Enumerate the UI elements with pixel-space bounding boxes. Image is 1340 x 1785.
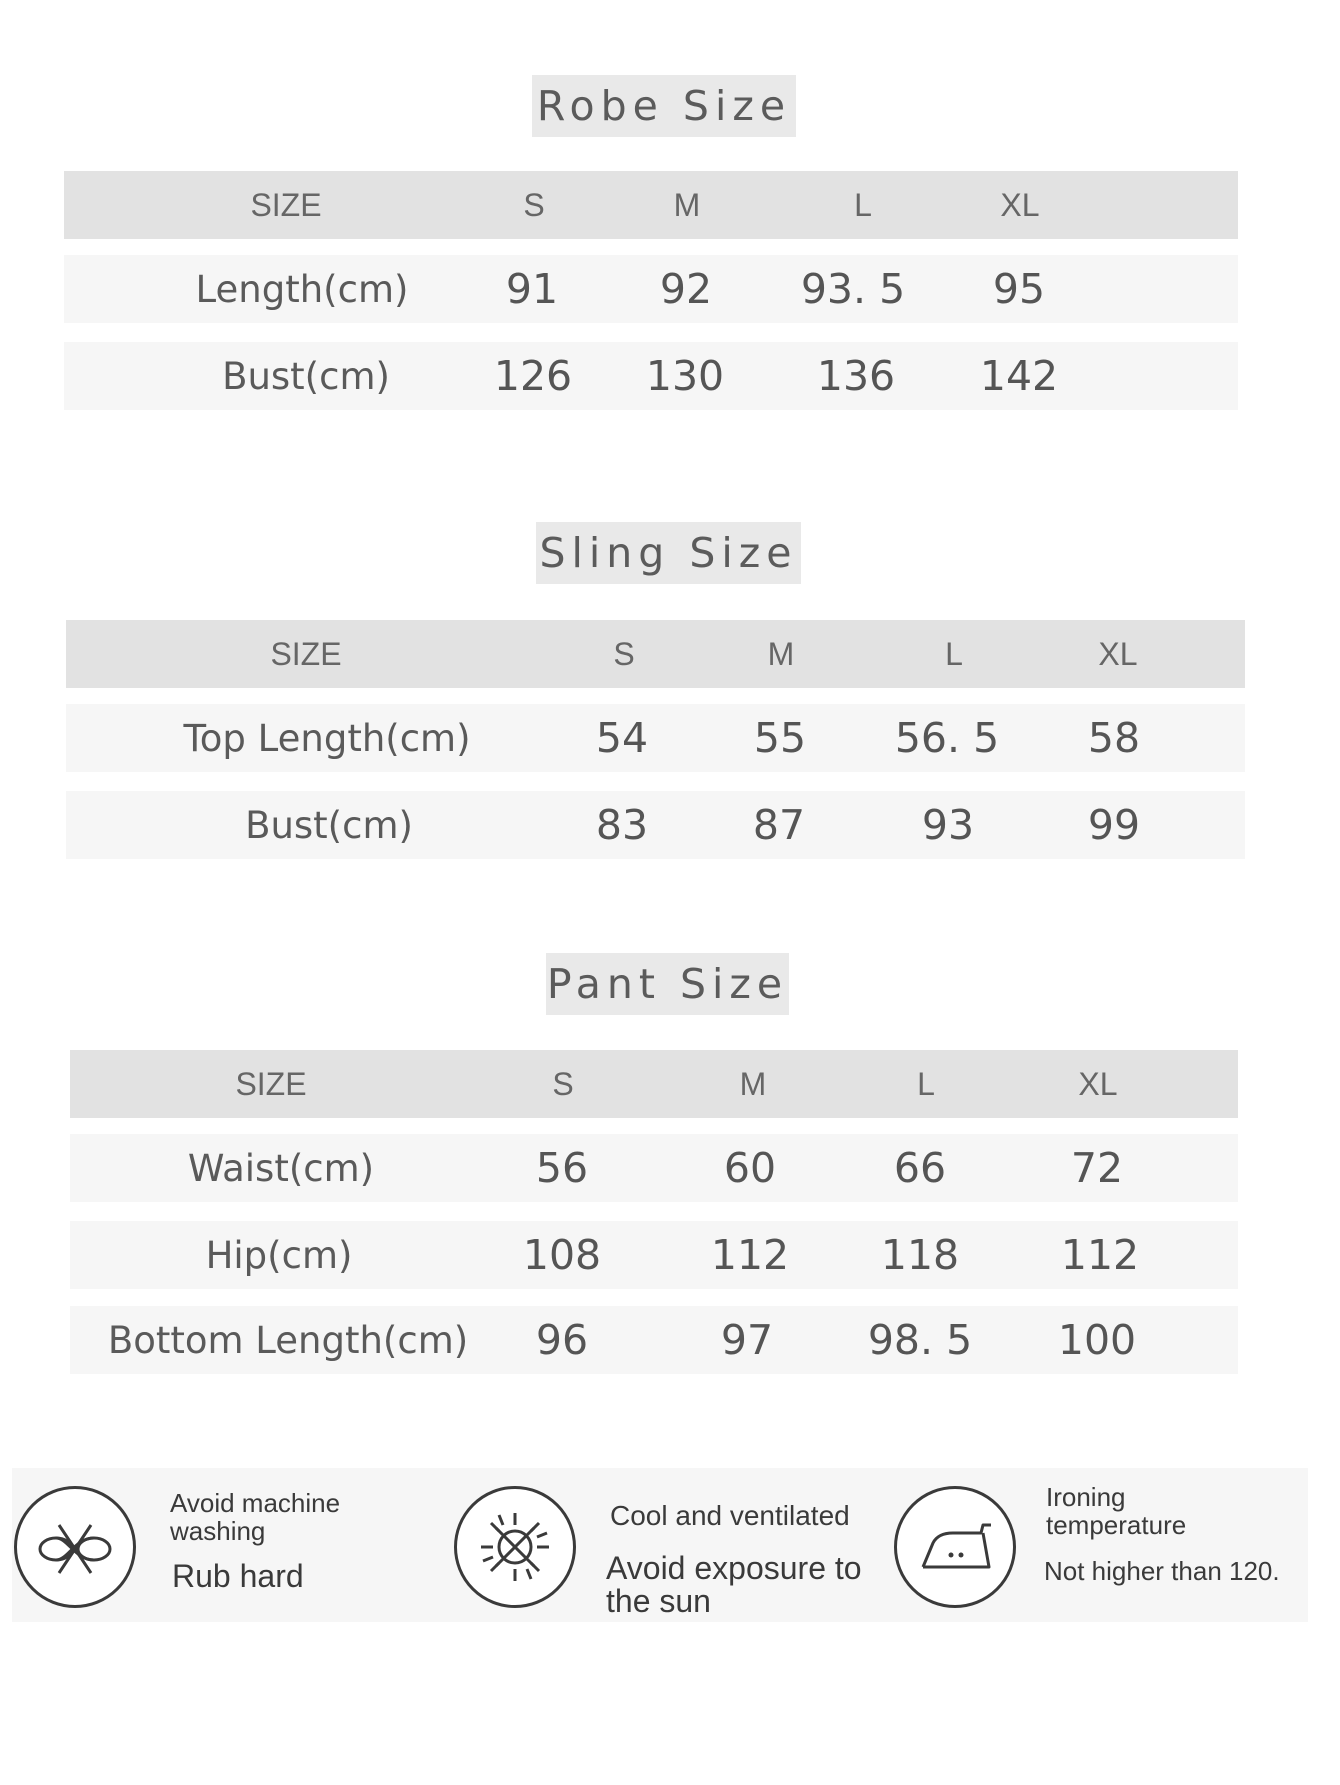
value-s: 126 — [493, 352, 573, 400]
value-m: 60 — [723, 1144, 777, 1192]
care-text-2b: Avoid exposure to — [606, 1550, 862, 1586]
value-s: 108 — [522, 1231, 602, 1279]
robe-size-title: Robe Size — [532, 75, 796, 137]
value-s: 83 — [595, 801, 649, 849]
care-text-3c: Not higher than 120. — [1044, 1556, 1280, 1586]
row-label: Bust(cm) — [245, 803, 413, 847]
value-xl: 95 — [992, 265, 1046, 313]
value-s: 56 — [535, 1144, 589, 1192]
value-s: 54 — [595, 714, 649, 762]
header-size: SIZE — [235, 1065, 307, 1102]
pant-header-row — [70, 1050, 1238, 1118]
value-xl: 100 — [1057, 1316, 1137, 1364]
value-m: 92 — [659, 265, 713, 313]
sling-header-row — [66, 620, 1245, 688]
no-sun-icon — [454, 1486, 576, 1608]
value-l: 56. 5 — [894, 714, 1000, 762]
value-s: 91 — [505, 265, 559, 313]
header-size: SIZE — [250, 186, 322, 223]
pant-size-title: Pant Size — [546, 953, 789, 1015]
no-machine-wash-icon — [14, 1486, 136, 1608]
value-xl: 72 — [1070, 1144, 1124, 1192]
header-l: L — [854, 186, 872, 223]
header-s: S — [523, 186, 545, 223]
header-xl: XL — [1098, 635, 1138, 672]
care-text-1c: Rub hard — [172, 1558, 304, 1594]
robe-header-row — [64, 171, 1238, 239]
value-l: 118 — [880, 1231, 960, 1279]
header-s: S — [613, 635, 635, 672]
value-m: 87 — [752, 801, 806, 849]
table-row — [66, 791, 1245, 859]
header-m: M — [767, 635, 795, 672]
value-xl: 58 — [1087, 714, 1141, 762]
header-m: M — [673, 186, 701, 223]
care-text-3b: temperature — [1046, 1510, 1187, 1540]
value-xl: 142 — [979, 352, 1059, 400]
value-m: 55 — [753, 714, 807, 762]
table-row — [66, 704, 1245, 772]
care-text-3a: Ironing — [1046, 1482, 1126, 1512]
row-label: Bottom Length(cm) — [107, 1318, 469, 1362]
header-m: M — [739, 1065, 767, 1102]
care-text-1a: Avoid machine — [170, 1488, 341, 1518]
table-row — [64, 255, 1238, 323]
value-l: 93 — [921, 801, 975, 849]
sling-size-title: Sling Size — [536, 522, 801, 584]
value-l: 93. 5 — [800, 265, 906, 313]
row-label: Top Length(cm) — [183, 716, 471, 760]
table-row — [70, 1134, 1238, 1202]
iron-icon — [894, 1486, 1016, 1608]
care-text-2c: the sun — [606, 1583, 711, 1619]
header-s: S — [552, 1065, 574, 1102]
header-xl: XL — [1000, 186, 1040, 223]
header-size: SIZE — [270, 635, 342, 672]
value-m: 130 — [645, 352, 725, 400]
row-label: Waist(cm) — [187, 1146, 375, 1190]
header-l: L — [945, 635, 963, 672]
value-l: 66 — [893, 1144, 947, 1192]
row-label: Length(cm) — [195, 267, 409, 311]
row-label: Hip(cm) — [205, 1233, 353, 1277]
value-m: 112 — [710, 1231, 790, 1279]
table-row — [64, 342, 1238, 410]
table-row — [70, 1306, 1238, 1374]
value-xl: 99 — [1087, 801, 1141, 849]
value-l: 136 — [816, 352, 896, 400]
header-xl: XL — [1078, 1065, 1118, 1102]
table-row — [70, 1221, 1238, 1289]
value-xl: 112 — [1060, 1231, 1140, 1279]
row-label: Bust(cm) — [222, 354, 390, 398]
value-m: 97 — [720, 1316, 774, 1364]
care-text-2a: Cool and ventilated — [610, 1500, 850, 1531]
care-text-1b: washing — [170, 1516, 266, 1546]
value-l: 98. 5 — [867, 1316, 973, 1364]
value-s: 96 — [535, 1316, 589, 1364]
header-l: L — [917, 1065, 935, 1102]
